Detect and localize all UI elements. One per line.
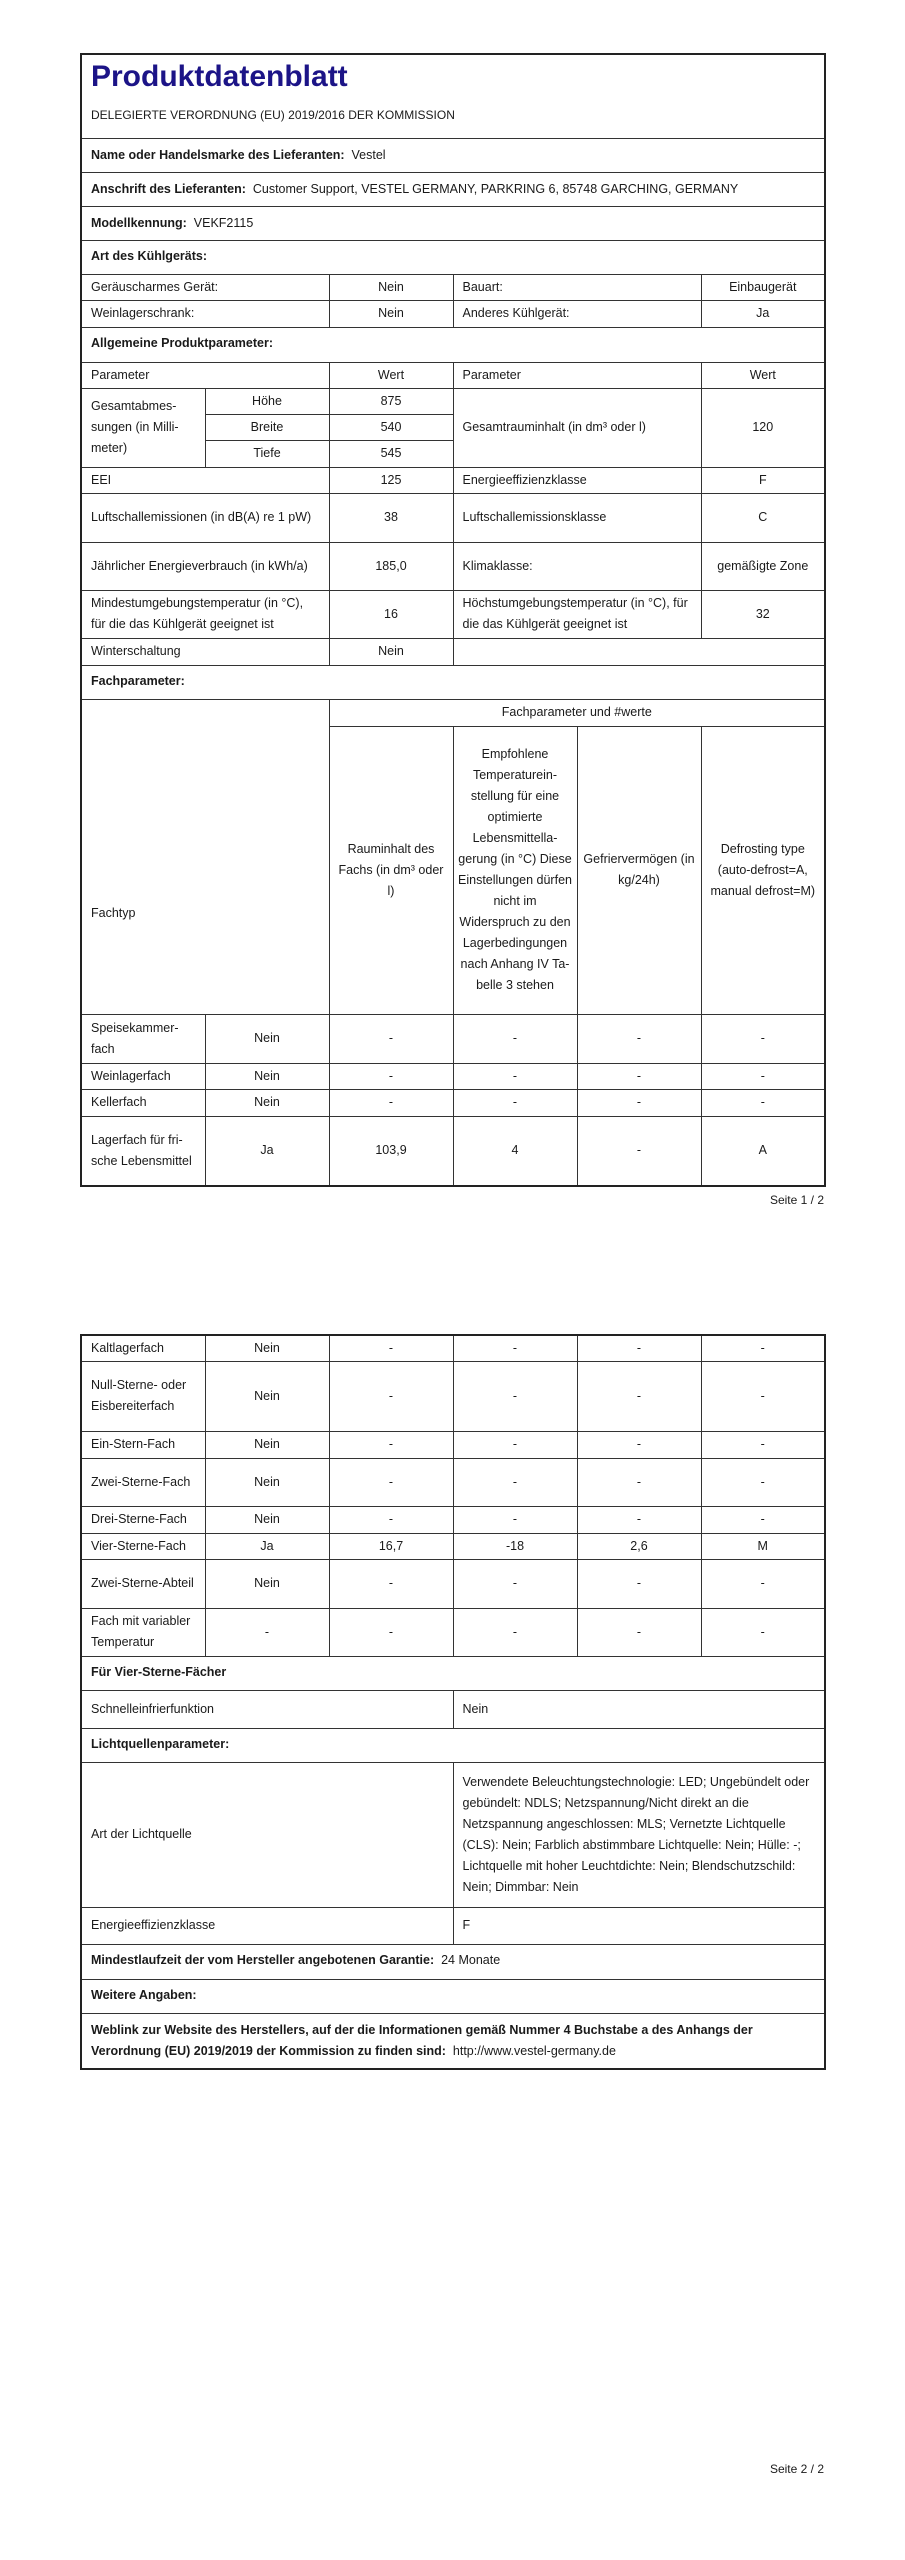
general-heading: Allgemeine Produktparameter: <box>81 327 825 362</box>
param-value: 125 <box>329 467 453 493</box>
compartment-present: Nein <box>205 1559 329 1608</box>
compartment-present: Ja <box>205 1116 329 1186</box>
compartment-temperature: - <box>453 1335 577 1361</box>
weblink-label: Weblink zur Website des Herstellers, auf der die Informationen gemäß Nummer 4 Buchstabe a des Anhangs der Verordnung (EU) 2019/2019 der Kommission zu finden sind: <box>91 2022 753 2058</box>
col-header-freezing: Gefriervermögen (in kg/24h) <box>577 726 701 1014</box>
compartment-type: Drei-Sterne-Fach <box>81 1506 205 1533</box>
compartment-freezing: - <box>577 1431 701 1458</box>
compartment-defrost: - <box>701 1458 825 1506</box>
compartment-defrost: - <box>701 1608 825 1656</box>
compartment-defrost: A <box>701 1116 825 1186</box>
address-label: Anschrift des Lieferanten: <box>91 181 246 196</box>
compartment-row <box>81 1063 825 1089</box>
light-type-label: Art der Lichtquelle <box>81 1762 453 1907</box>
compartment-freezing: - <box>577 1116 701 1186</box>
compartment-type-header: Fachtyp <box>81 699 329 1014</box>
compartment-defrost: - <box>701 1014 825 1063</box>
compartment-row <box>81 1335 825 1361</box>
compartment-present: Ja <box>205 1533 329 1559</box>
model-row <box>81 206 825 240</box>
param-value: 38 <box>329 493 453 542</box>
type-heading: Art des Kühlgeräts: <box>81 240 825 274</box>
model-value: VEKF2115 <box>193 215 254 230</box>
col-header-volume: Rauminhalt des Fachs (in dm³ oder l) <box>329 726 453 1014</box>
compartment-defrost: - <box>701 1063 825 1089</box>
dimension-value: 545 <box>329 440 453 467</box>
param-label: Energieeffizienzklasse <box>453 467 701 493</box>
type-label: Geräuscharmes Gerät: <box>81 274 329 300</box>
compartment-volume: - <box>329 1608 453 1656</box>
datasheet-table-page-1 <box>80 53 826 1187</box>
compartment-freezing: - <box>577 1506 701 1533</box>
dimensions-label: Gesamtabmessungen (in Millimeter) <box>81 388 205 467</box>
general-row <box>81 590 825 638</box>
compartment-freezing: - <box>577 1063 701 1089</box>
compartment-volume: - <box>329 1063 453 1089</box>
type-label: Weinlagerschrank: <box>81 300 329 327</box>
light-class-label: Energieeffizienzklasse <box>81 1907 453 1944</box>
general-header-row <box>81 362 825 388</box>
compartment-type: Zwei-Sterne-Fach <box>81 1458 205 1506</box>
type-label: Anderes Kühlgerät: <box>453 300 701 327</box>
header-parameter: Parameter <box>81 362 329 388</box>
compartment-row <box>81 1533 825 1559</box>
compartment-defrost: - <box>701 1431 825 1458</box>
dimension-label: Höhe <box>205 388 329 414</box>
compartment-row <box>81 1361 825 1431</box>
compartment-type: Kaltlagerfach <box>81 1335 205 1361</box>
compartment-type: Fach mit variabler Temperatur <box>81 1608 205 1656</box>
compartment-temperature: -18 <box>453 1533 577 1559</box>
compartment-volume: - <box>329 1506 453 1533</box>
param-value: C <box>701 493 825 542</box>
compartment-group-header: Fachparameter und #werte <box>329 699 825 726</box>
more-heading: Weitere Angaben: <box>81 1979 825 2013</box>
compartment-freezing: - <box>577 1335 701 1361</box>
header-value: Wert <box>701 362 825 388</box>
compartment-present: Nein <box>205 1458 329 1506</box>
compartment-temperature: 4 <box>453 1116 577 1186</box>
compartment-present: Nein <box>205 1014 329 1063</box>
winter-label: Winterschaltung <box>81 638 329 665</box>
compartment-present: Nein <box>205 1089 329 1116</box>
param-value: 16 <box>329 590 453 638</box>
page-number: Seite 1 / 2 <box>769 1193 824 1207</box>
compartment-row <box>81 1458 825 1506</box>
weblink-row <box>81 2013 825 2069</box>
warranty-label: Mindestlaufzeit der vom Hersteller angebotenen Garantie: <box>91 1952 435 1967</box>
compartment-type: Lagerfach für frische Lebensmittel <box>81 1116 205 1186</box>
compartment-freezing: - <box>577 1559 701 1608</box>
compartment-temperature: - <box>453 1014 577 1063</box>
total-volume-value: 120 <box>701 388 825 467</box>
four-star-heading: Für Vier-Sterne-Fächer <box>81 1656 825 1690</box>
dimension-value: 875 <box>329 388 453 414</box>
supplier-row <box>81 138 825 172</box>
type-row <box>81 274 825 300</box>
compartment-present: - <box>205 1608 329 1656</box>
compartment-defrost: - <box>701 1335 825 1361</box>
type-value: Nein <box>329 274 453 300</box>
light-class-value: F <box>453 1907 825 1944</box>
compartment-type: Zwei-Sterne-Abteil <box>81 1559 205 1608</box>
dimension-label: Breite <box>205 414 329 440</box>
page-title: Produktdatenblatt <box>91 60 348 93</box>
weblink-value[interactable]: http://www.vestel-germany.de <box>452 2043 616 2058</box>
compartment-type: Kellerfach <box>81 1089 205 1116</box>
compartment-volume: - <box>329 1361 453 1431</box>
compartment-freezing: 2,6 <box>577 1533 701 1559</box>
compartment-temperature: - <box>453 1458 577 1506</box>
col-header-temperature: Empfohlene Temperatureinstellung für eine optimierte Lebensmittellagerung (in °C) Diese Einstellungen dürfen nicht im Widerspruch zu den Lagerbedingungen nach Anhang IV Tabelle 3 stehen <box>453 726 577 1014</box>
compartment-type: Vier-Sterne-Fach <box>81 1533 205 1559</box>
param-value: F <box>701 467 825 493</box>
fast-freeze-value: Nein <box>453 1690 825 1728</box>
compartment-temperature: - <box>453 1431 577 1458</box>
compartment-defrost: - <box>701 1089 825 1116</box>
compartment-temperature: - <box>453 1559 577 1608</box>
compartment-volume: - <box>329 1431 453 1458</box>
compartment-present: Nein <box>205 1506 329 1533</box>
compartment-volume: - <box>329 1458 453 1506</box>
compartment-temperature: - <box>453 1608 577 1656</box>
compartment-type: Weinlagerfach <box>81 1063 205 1089</box>
compartment-freezing: - <box>577 1608 701 1656</box>
header-parameter: Parameter <box>453 362 701 388</box>
param-value: 185,0 <box>329 542 453 590</box>
param-value: 32 <box>701 590 825 638</box>
warranty-row <box>81 1944 825 1979</box>
model-label: Modellkennung: <box>91 215 187 230</box>
compartment-volume: - <box>329 1335 453 1361</box>
param-label: Klimaklasse: <box>453 542 701 590</box>
type-value: Einbaugerät <box>701 274 825 300</box>
compartment-freezing: - <box>577 1089 701 1116</box>
general-row <box>81 542 825 590</box>
type-label: Bauart: <box>453 274 701 300</box>
address-value: Customer Support, VESTEL GERMANY, PARKRING 6, 85748 GARCHING, GERMANY <box>252 181 739 196</box>
type-value: Ja <box>701 300 825 327</box>
empty-cell <box>453 638 825 665</box>
type-value: Nein <box>329 300 453 327</box>
compartment-present: Nein <box>205 1335 329 1361</box>
compartment-row <box>81 1089 825 1116</box>
regulation-subtitle: DELEGIERTE VERORDNUNG (EU) 2019/2016 DER KOMMISSION <box>91 108 455 122</box>
dimension-label: Tiefe <box>205 440 329 467</box>
param-value: gemäßigte Zone <box>701 542 825 590</box>
compartment-row <box>81 1559 825 1608</box>
compartment-present: Nein <box>205 1361 329 1431</box>
compartment-row <box>81 1116 825 1186</box>
fast-freeze-label: Schnelleinfrierfunktion <box>81 1690 453 1728</box>
param-label: Jährlicher Energieverbrauch (in kWh/a) <box>81 542 329 590</box>
total-volume-label: Gesamtrauminhalt (in dm³ oder l) <box>453 388 701 467</box>
compartment-row <box>81 1431 825 1458</box>
general-row <box>81 493 825 542</box>
compartment-temperature: - <box>453 1361 577 1431</box>
compartment-heading: Fachparameter: <box>81 665 825 699</box>
compartment-row <box>81 1014 825 1063</box>
winter-value: Nein <box>329 638 453 665</box>
param-label: Luftschallemissionen (in dB(A) re 1 pW) <box>81 493 329 542</box>
title-cell <box>81 54 825 138</box>
compartment-volume: 103,9 <box>329 1116 453 1186</box>
compartment-present: Nein <box>205 1063 329 1089</box>
compartment-freezing: - <box>577 1014 701 1063</box>
compartment-defrost: M <box>701 1533 825 1559</box>
compartment-row <box>81 1506 825 1533</box>
compartment-volume: - <box>329 1559 453 1608</box>
light-type-value: Verwendete Beleuchtungstechnologie: LED; Ungebündelt oder gebündelt: NDLS; Netzspannung/Nicht direkt an die Netzspannung angeschlossen: MLS; Vernetzte Lichtquelle (CLS): Nein; Farblich abstimmbare Lichtquelle: Nein; Hülle: -; Lichtquelle mit hoher Leuchtdichte: Nein; Blendschutzschild: Nein; Dimmbar: Nein <box>453 1762 825 1907</box>
compartment-defrost: - <box>701 1506 825 1533</box>
supplier-value: Vestel <box>351 147 386 162</box>
general-row <box>81 467 825 493</box>
compartment-freezing: - <box>577 1361 701 1431</box>
compartment-row <box>81 1608 825 1656</box>
supplier-label: Name oder Handelsmarke des Lieferanten: <box>91 147 345 162</box>
compartment-defrost: - <box>701 1559 825 1608</box>
page-number: Seite 2 / 2 <box>769 2462 824 2476</box>
param-label: Mindestumgebungstemperatur (in °C), für die das Kühlgerät geeignet ist <box>81 590 329 638</box>
param-label: EEI <box>81 467 329 493</box>
compartment-type: Ein-Stern-Fach <box>81 1431 205 1458</box>
compartment-volume: - <box>329 1089 453 1116</box>
compartment-present: Nein <box>205 1431 329 1458</box>
compartment-defrost: - <box>701 1361 825 1431</box>
compartment-volume: 16,7 <box>329 1533 453 1559</box>
param-label: Höchstumgebungstemperatur (in °C), für die das Kühlgerät geeignet ist <box>453 590 701 638</box>
param-label: Luftschallemissionsklasse <box>453 493 701 542</box>
dimension-value: 540 <box>329 414 453 440</box>
warranty-value: 24 Monate <box>441 1952 501 1967</box>
compartment-freezing: - <box>577 1458 701 1506</box>
header-value: Wert <box>329 362 453 388</box>
compartment-volume: - <box>329 1014 453 1063</box>
col-header-defrost: Defrosting type (auto-defrost=A, manual defrost=M) <box>701 726 825 1014</box>
compartment-temperature: - <box>453 1063 577 1089</box>
datasheet-table-page-2 <box>80 1334 826 2070</box>
light-heading: Lichtquellenparameter: <box>81 1728 825 1762</box>
compartment-temperature: - <box>453 1506 577 1533</box>
address-row <box>81 172 825 206</box>
compartment-type: Speisekammerfach <box>81 1014 205 1063</box>
type-row <box>81 300 825 327</box>
compartment-temperature: - <box>453 1089 577 1116</box>
compartment-type: Null-Sterne- oder Eisbereiterfach <box>81 1361 205 1431</box>
